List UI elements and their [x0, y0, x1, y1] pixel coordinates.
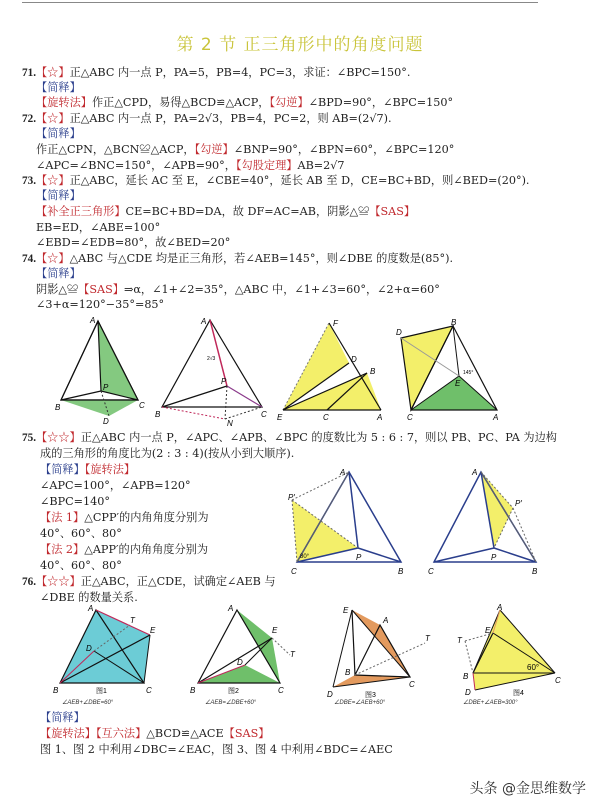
- brief-explanation-label: 【简释】: [36, 81, 81, 94]
- figure-76-3-relation: ∠DBE=∠AEB+60°: [334, 700, 386, 706]
- svg-text:60°: 60°: [527, 663, 540, 672]
- watermark: 头条 @金思维数学: [469, 781, 586, 797]
- problem-75-stem-1: 75.【☆☆】正△ABC 内一点 P，∠APC、∠APB、∠BPC 的度数比为 5 : 6 : 7，则以 PB、PC、PA 为边构: [22, 431, 557, 444]
- svg-text:图3: 图3: [365, 692, 376, 699]
- svg-text:B: B: [190, 686, 196, 695]
- svg-text:P′: P′: [515, 499, 522, 508]
- problem-75-method-2: 【法 2】△APP′的内角角度分别为: [40, 543, 209, 556]
- problem-76-stem-1: 76.【☆☆】正△ABC，正△CDE，试确定∠AEB 与: [22, 575, 276, 588]
- svg-text:A: A: [340, 468, 346, 477]
- svg-text:B: B: [398, 567, 404, 576]
- svg-text:A: A: [383, 616, 389, 625]
- svg-text:C: C: [428, 567, 434, 576]
- difficulty-stars: 【☆】: [35, 66, 70, 79]
- problem-73-solution-3: ∠EBD=∠EDB=80°，故∠BED=20°: [36, 236, 231, 249]
- svg-text:A: A: [90, 316, 96, 325]
- problem-76-solution-2: 图 1、图 2 中利用∠DBC=∠EAC，图 3、图 4 中利用∠BDC=∠AEC: [40, 743, 393, 756]
- svg-text:E: E: [455, 379, 461, 388]
- figure-74-4: [393, 318, 505, 422]
- problem-71-stem: 71.【☆】正△ABC 内一点 P，PA=5，PB=4，PC=3，求证：∠BPC=150°.: [22, 66, 411, 79]
- svg-text:C: C: [323, 413, 329, 422]
- figure-74-1: [55, 316, 145, 426]
- problem-74-stem: 74.【☆】△ABC 与△CDE 均是正三角形，若∠AEB=145°，则∠DBE 的度数是(85°).: [22, 252, 454, 265]
- figure-76-1: [50, 605, 160, 695]
- svg-text:A: A: [497, 603, 503, 612]
- svg-text:C: C: [278, 686, 284, 695]
- svg-text:B: B: [370, 367, 376, 376]
- figure-76-3: [325, 605, 435, 699]
- problem-76-solution-1: 【旋转法】【互六法】△BCD≌△ACE【SAS】: [40, 727, 270, 740]
- problem-73-solution-2: EB=ED，∠ABE=100°: [36, 221, 161, 234]
- svg-text:F: F: [333, 319, 338, 328]
- problem-75-method-2-values: 40°、60°、80°: [40, 559, 122, 572]
- brief-explanation-label: 【简释】: [36, 189, 81, 202]
- svg-text:D: D: [237, 658, 243, 667]
- figure-76-2-relation: ∠AEB=∠DBE+60°: [205, 700, 257, 706]
- figure-76-2: [190, 605, 300, 695]
- svg-text:E: E: [272, 626, 278, 635]
- svg-text:B: B: [55, 403, 61, 412]
- figure-75-1: [288, 470, 414, 580]
- svg-text:A: A: [493, 413, 499, 422]
- svg-text:P: P: [103, 383, 109, 392]
- svg-text:C: C: [139, 401, 145, 410]
- svg-text:2√3: 2√3: [207, 356, 216, 362]
- svg-text:B: B: [53, 686, 59, 695]
- svg-text:D: D: [327, 690, 333, 699]
- svg-text:E: E: [150, 626, 156, 635]
- svg-text:C: C: [291, 567, 297, 576]
- svg-text:T: T: [457, 636, 462, 645]
- svg-text:N: N: [227, 419, 233, 428]
- svg-text:A: A: [201, 317, 207, 326]
- problem-73-stem: 73.【☆】正△ABC，延长 AC 至 E，∠CBE=40°，延长 AB 至 D，CE=BC+BD，则∠BED=(20°).: [22, 174, 530, 187]
- svg-text:A: A: [377, 413, 383, 422]
- svg-text:C: C: [409, 680, 415, 689]
- svg-text:P: P: [221, 377, 227, 386]
- figure-75-2: [428, 470, 554, 580]
- problem-75-solution-1: ∠APC=100°，∠APB=120°: [40, 479, 191, 492]
- svg-text:D: D: [103, 417, 109, 426]
- figure-76-4: [455, 605, 565, 695]
- problem-74-solution-1: 阴影△≌【SAS】⇒α，∠1+∠2=35°，△ABC 中，∠1+∠3=60°，∠2+α=60°: [36, 283, 440, 296]
- figure-76-1-relation: ∠AEB+∠DBE=60°: [62, 700, 114, 706]
- problem-71-solution: 【旋转法】作正△CPD，易得△BCD≌△ACP，【勾逆】∠BPD=90°，∠BPC=150°: [36, 96, 454, 109]
- figure-76-4-relation: ∠DBE+∠AEB=300°: [463, 700, 518, 706]
- problem-76-stem-2: ∠DBE 的数量关系.: [40, 591, 138, 604]
- problem-75-solution-2: ∠BPC=140°: [40, 495, 111, 508]
- svg-text:A: A: [228, 604, 234, 613]
- svg-text:80°: 80°: [300, 554, 310, 560]
- svg-text:A: A: [88, 604, 94, 613]
- brief-explanation-label: 【简释】: [36, 267, 81, 280]
- section-title: 第 2 节 正三角形中的角度问题: [176, 35, 424, 55]
- svg-text:D: D: [465, 688, 471, 697]
- svg-text:B: B: [345, 668, 351, 677]
- problem-75-stem-2: 成的三角形的角度比为(2 : 3 : 4)(按从小到大顺序).: [40, 447, 295, 460]
- figure-74-3: [273, 318, 385, 422]
- problem-72-solution-1: 作正△CPN，△BCN≌△ACP，【勾逆】∠BNP=90°，∠BPN=60°，∠BPC=120°: [36, 143, 455, 156]
- svg-text:T: T: [130, 616, 135, 625]
- svg-text:E: E: [277, 413, 283, 422]
- svg-text:T: T: [290, 650, 295, 659]
- svg-text:P′: P′: [288, 493, 295, 502]
- svg-text:D: D: [351, 355, 357, 364]
- svg-text:C: C: [407, 413, 413, 422]
- svg-text:E: E: [343, 606, 349, 615]
- svg-text:C: C: [146, 686, 152, 695]
- problem-73-solution-1: 【补全正三角形】CE=BC+BD=DA，故 DF=AC=AB，阴影△≌【SAS】: [36, 205, 416, 218]
- svg-text:145°: 145°: [463, 370, 474, 376]
- problem-75-method-1: 【法 1】△CPP′的内角角度分别为: [40, 511, 209, 524]
- problem-74-solution-2: ∠3+α=120°−35°=85°: [36, 298, 165, 311]
- figure-74-2: [155, 318, 267, 426]
- problem-72-stem: 72.【☆】正△ABC 内一点 P，PA=2√3，PB=4，PC=2，则 AB=(2√7).: [22, 112, 392, 125]
- svg-text:图4: 图4: [513, 690, 524, 697]
- problem-72-solution-2: ∠APC=∠BNC=150°，∠APB=90°，【勾股定理】AB=2√7: [36, 159, 345, 172]
- svg-text:D: D: [396, 328, 402, 337]
- svg-text:图2: 图2: [228, 688, 239, 695]
- svg-text:图1: 图1: [96, 688, 107, 695]
- problem-75-method-1-values: 40°、60°、80°: [40, 527, 122, 540]
- problem-75-tags: 【简释】【旋转法】: [40, 463, 136, 476]
- brief-explanation-label: 【简释】: [36, 127, 81, 140]
- svg-text:C: C: [555, 676, 561, 685]
- svg-text:A: A: [472, 468, 478, 477]
- header-rule: [22, 2, 538, 3]
- brief-explanation-label: 【简释】: [40, 711, 85, 724]
- svg-text:B: B: [463, 672, 469, 681]
- svg-text:C: C: [261, 410, 267, 419]
- svg-text:B: B: [155, 410, 161, 419]
- svg-text:P: P: [491, 553, 497, 562]
- svg-text:P: P: [356, 553, 362, 562]
- svg-text:B: B: [451, 318, 457, 327]
- svg-text:D: D: [86, 644, 92, 653]
- svg-text:T: T: [425, 634, 430, 643]
- svg-text:E: E: [485, 626, 491, 635]
- svg-text:B: B: [532, 567, 538, 576]
